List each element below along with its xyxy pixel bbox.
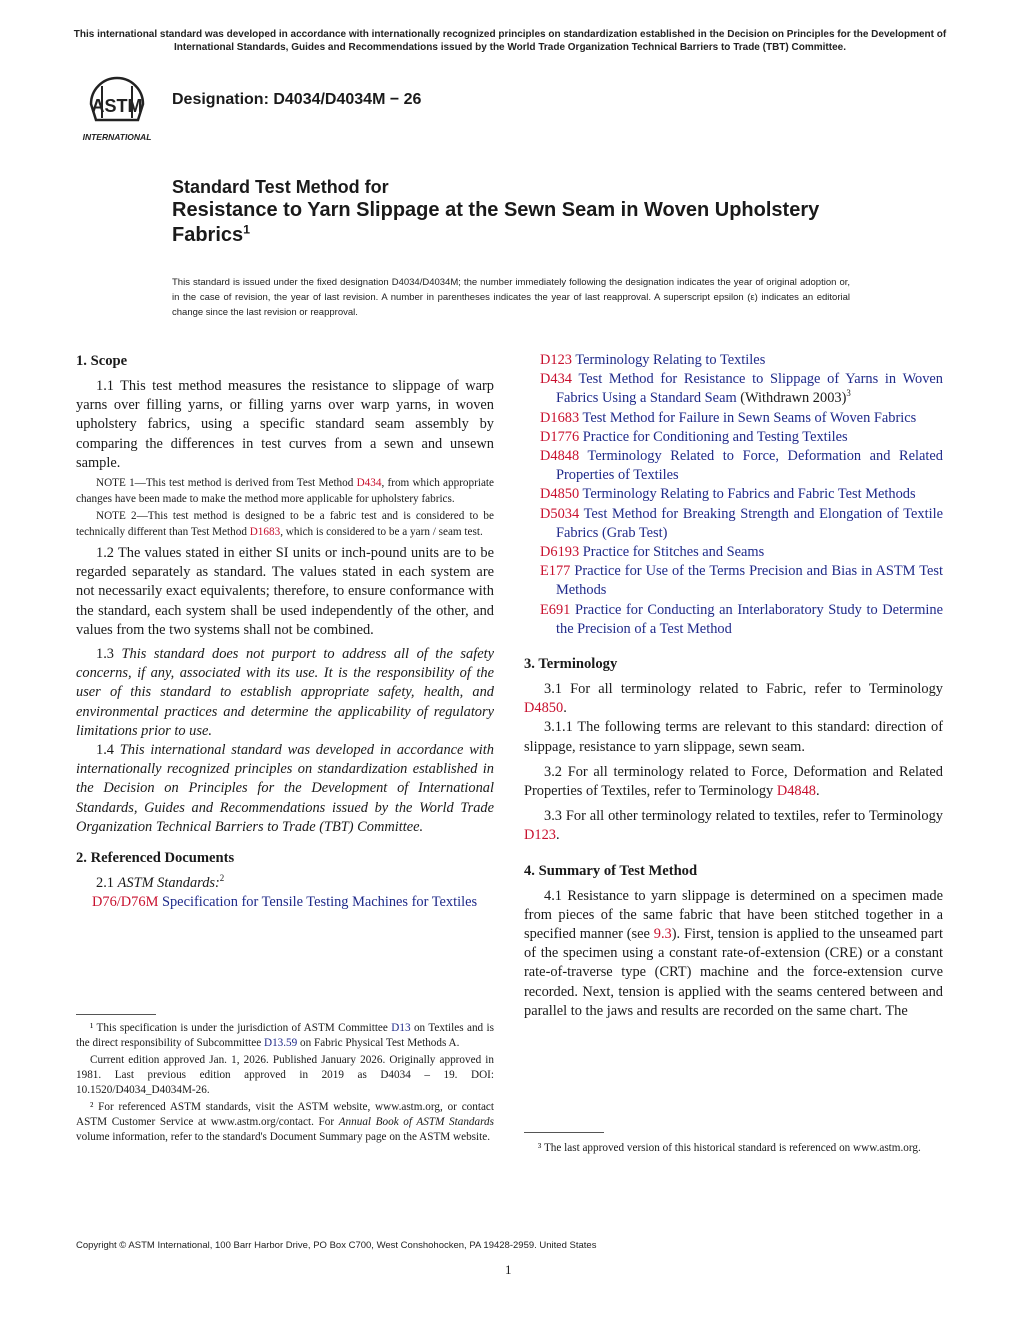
copyright: Copyright © ASTM International, 100 Barr Harbor Drive, PO Box C700, West Conshohocken, PA 19428-2959. United States — [76, 1240, 597, 1251]
ref-title[interactable]: Terminology Relating to Textiles — [575, 352, 766, 368]
term-3-1-text: 3.1 For all terminology related to Fabric, refer to Terminology — [544, 681, 943, 698]
ref-code[interactable]: D1683 — [540, 409, 580, 426]
scope-1-2: 1.2 The values stated in either SI units or inch-pound units are to be regarded separately as standard. The values stated in each system are not necessarily exact equivalents; therefore, to ensure conformance with the standard, each system shall be used independently of the other, and values from the two systems shall not be combined. — [76, 545, 494, 638]
issued-note: This standard is issued under the fixed designation D4034/D4034M; the number immediately following the designation indicates the year of original adoption or, in the case of revision, the year of last revision. A number in parentheses indicates the year of last reapproval. A superscript epsilon (ε) indicates an editorial change since the last revision or reapproval. — [172, 277, 850, 318]
page-number: 1 — [505, 1262, 512, 1277]
ref-title[interactable]: Test Method for Breaking Strength and Elongation of Textile Fabrics (Grab Test) — [556, 505, 943, 541]
ref-d4850[interactable] — [524, 485, 943, 504]
note-1 — [76, 475, 494, 507]
note1-text: NOTE 1—This test method is derived from Test Method — [96, 477, 357, 490]
scope-1-4 — [76, 741, 494, 837]
term-3-3-tail: . — [555, 827, 560, 844]
ref-code[interactable]: D4848 — [540, 448, 580, 465]
term-3-1-tail: . — [563, 700, 567, 717]
ref-title[interactable]: Terminology Related to Force, Deformation and Related Properties of Textiles — [556, 448, 943, 484]
fn2-tail: volume information, refer to the standard's Document Summary page on the ASTM website. — [76, 1131, 490, 1143]
sub-footnote-mark: 2 — [219, 873, 225, 884]
summary-4-1 — [524, 887, 943, 1021]
term-3-2-tail: . — [816, 783, 820, 800]
astm-logo — [72, 74, 162, 146]
link-d434[interactable]: D434 — [356, 477, 382, 490]
ref-code[interactable]: D5034 — [540, 505, 580, 522]
logo-text: ASTM — [91, 96, 143, 116]
ref-code[interactable]: D1776 — [540, 428, 580, 445]
summary-tail: ). First, tension is applied to the unseamed part of the specimen using a constant rate-of-extension (CRE) or a constant rate-of-traverse type (CRT) machine and the force-extension curve recorded. Next, tension is applied with the seams centered between and parallel to the jaws and results are recorded on the same chart. The — [524, 926, 944, 1019]
scope-1-3-num: 1.3 — [96, 646, 122, 663]
link-d13-59[interactable]: D13.59 — [263, 1037, 298, 1049]
referenced-heading: 2. Referenced Documents — [76, 850, 235, 867]
link-d13[interactable]: D13 — [391, 1022, 411, 1034]
footnote-3: ³ The last approved version of this historical standard is referenced on www.astm.org. — [538, 1142, 921, 1154]
summary-heading: 4. Summary of Test Method — [524, 862, 698, 879]
scope-1-4-text: This international standard was developed in accordance with internationally recognized principles on standardization established in the Decision on Principles for the Development of International Standards, Guides and Recommendations issued by the World Trade Organization Technical Barriers to Trade (TBT) Committee. — [76, 742, 494, 835]
ref-d434[interactable] — [524, 370, 943, 408]
ref-code[interactable]: D6193 — [540, 544, 580, 561]
terminology-heading: 3. Terminology — [524, 656, 618, 673]
ref-d76[interactable] — [76, 893, 494, 912]
note-2 — [76, 508, 494, 540]
footnotes-left — [76, 1021, 494, 1145]
scope-heading: 1. Scope — [76, 353, 128, 369]
title-line2 — [172, 198, 872, 248]
term-3-1-1: 3.1.1 The following terms are relevant to this standard: direction of slippage, resistance to yarn slippage, sewn seam. — [524, 719, 943, 755]
term-3-3-text: 3.3 For all other terminology related to textiles, refer to Terminology — [544, 808, 943, 825]
ref-d6193[interactable] — [524, 543, 943, 562]
ref-code[interactable]: E691 — [540, 601, 571, 618]
note2-text: NOTE 2—This test method is designed to be a fabric test and is considered to be technically different than Test Method — [76, 510, 494, 539]
ref-code[interactable]: D76/D76M — [92, 894, 159, 911]
title-line1: Standard Test Method for — [172, 177, 389, 197]
scope-1-4-num: 1.4 — [96, 742, 120, 759]
sub-text: ASTM Standards: — [117, 875, 220, 892]
logo-subtext: INTERNATIONAL — [82, 132, 152, 142]
ref-title[interactable]: Specification for Tensile Testing Machines for Textiles — [161, 894, 478, 911]
fn1-text: ¹ This specification is under the jurisdiction of ASTM Committee — [90, 1022, 392, 1034]
link-d1683[interactable]: D1683 — [249, 526, 281, 539]
ref-title[interactable]: Terminology Relating to Fabrics and Fabric Test Methods — [582, 486, 916, 503]
link-9-3[interactable]: 9.3 — [653, 926, 672, 943]
ref-title[interactable]: Test Method for Failure in Sewn Seams of Woven Fabrics — [582, 409, 917, 426]
title-text: Resistance to Yarn Slippage at the Sewn Seam in Woven Upholstery Fabrics — [172, 199, 820, 246]
ref-d5034[interactable] — [524, 505, 943, 543]
sub-num: 2.1 — [96, 875, 118, 892]
note2-tail: , which is considered to be a yarn / seam test. — [280, 526, 483, 539]
ref-title[interactable]: Practice for Conditioning and Testing Textiles — [582, 428, 848, 445]
summary-text: 4.1 Resistance to yarn slippage is determined on a specimen made from pieces of the same fabric that have been stitched together in a specified manner (see — [524, 887, 943, 943]
fn2-text: ² For referenced ASTM standards, visit the ASTM website, www.astm.org, or contact ASTM Customer Service at www.astm.org/contact. For — [76, 1101, 494, 1128]
left-column — [76, 352, 494, 912]
standard-title — [172, 176, 872, 248]
scope-1-3-text: This standard does not purport to address all of the safety concerns, if any, associated with its use. It is the responsibility of the user of this standard to establish appropriate safety, health, and environmental practices and determine the applicability of regulatory limitations prior to use. — [76, 646, 494, 739]
note1-tail: , from which appropriate changes have been made to make the method more applicable for upholstery fabrics. — [76, 477, 494, 506]
ref-title[interactable]: Practice for Stitches and Seams — [582, 544, 765, 561]
ref-d4848[interactable] — [524, 447, 943, 485]
footnote-1 — [76, 1021, 494, 1051]
ref-e177[interactable] — [524, 562, 943, 600]
term-3-3 — [524, 807, 943, 845]
term-3-1 — [524, 680, 943, 718]
footnote-1b: Current edition approved Jan. 1, 2026. Published January 2026. Originally approved in 1981. Last previous edition approved in 2019 as D4034 – 19. DOI: 10.1520/D4034_D4034M-26. — [76, 1054, 494, 1096]
footnote-rule-right — [524, 1132, 604, 1133]
astm-standards-subheading — [76, 874, 494, 893]
fn1-tail: on Fabric Physical Test Methods A. — [297, 1037, 460, 1049]
link-d4848[interactable]: D4848 — [776, 783, 817, 800]
fn2-italic: Annual Book of ASTM Standards — [338, 1116, 494, 1128]
ref-code[interactable]: E177 — [540, 563, 571, 580]
ref-d1776[interactable] — [524, 428, 943, 447]
ref-e691[interactable] — [524, 601, 943, 639]
ref-d123[interactable] — [524, 351, 943, 370]
fn1-mid: on Textiles and is the direct responsibility of Subcommittee — [76, 1022, 495, 1049]
term-3-2 — [524, 763, 943, 801]
footnote-rule-left — [76, 1014, 156, 1015]
term-3-2-text: 3.2 For all terminology related to Force, Deformation and Related Properties of Textiles, refer to Terminology — [524, 763, 943, 800]
ref-code[interactable]: D123 — [540, 352, 572, 368]
un-notice: This international standard was developed in accordance with internationally recognized principles on standardization established in the Decision on Principles for the Development of International Standards, Guides and Recommendations issued by the World Trade Organization Technical Barriers to Trade (TBT) Committee. — [73, 29, 947, 53]
ref-footnote-mark: 3 — [846, 388, 851, 399]
ref-title[interactable]: Practice for Conducting an Interlaboratory Study to Determine the Precision of a Test Method — [556, 601, 943, 637]
right-column — [524, 351, 943, 1021]
ref-title[interactable]: Practice for Use of the Terms Precision and Bias in ASTM Test Methods — [556, 563, 943, 599]
scope-1-1: 1.1 This test method measures the resistance to slippage of warp yarns over filling yarns, or filling yarns over warp yarns, in woven upholstery fabrics, using a specific standard seam assembly by comparing the differences in test curves from a sewn and unsewn sample. — [76, 378, 494, 471]
designation: Designation: D4034/D4034M − 26 — [172, 91, 422, 108]
ref-code[interactable]: D4850 — [540, 486, 580, 503]
ref-title[interactable]: Test Method for Resistance to Slippage of Yarns in Woven Fabrics Using a Standard Seam — [556, 371, 943, 407]
title-footnote-mark: 1 — [243, 222, 251, 237]
ref-withdrawn: (Withdrawn 2003) — [736, 390, 847, 407]
ref-code[interactable]: D434 — [540, 371, 572, 388]
ref-d1683[interactable] — [524, 409, 943, 428]
link-d4850[interactable]: D4850 — [524, 700, 564, 717]
scope-1-3 — [76, 645, 494, 741]
footnote-2 — [76, 1100, 494, 1145]
link-d123[interactable]: D123 — [524, 827, 556, 844]
